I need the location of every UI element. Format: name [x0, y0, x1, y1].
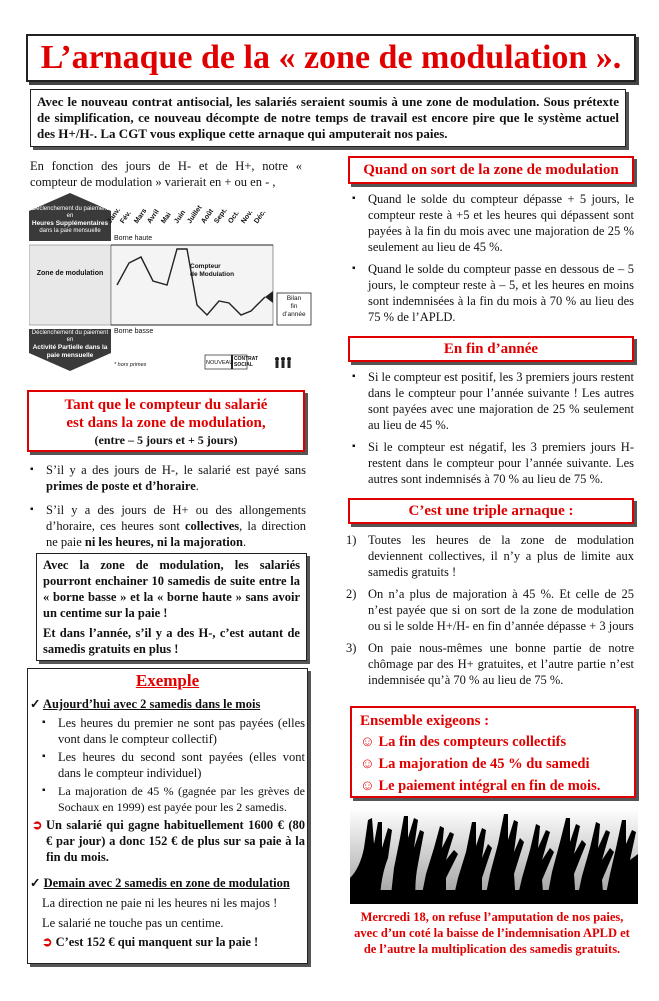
- month-label: Mai: [159, 211, 173, 225]
- tant-list: [24, 462, 306, 558]
- exemple-line-1: La direction ne paie ni les heures ni les majos !: [42, 896, 278, 910]
- ensemble-box: [350, 706, 636, 798]
- month-label: Fév.: [119, 209, 134, 225]
- list-item: ▪ Quand le solde du compteur dépasse + 5 jours, le compteur reste à +5 et les heures qui dépassent sont payées à la fin du mois avec une majoration de 25 % seulement au lieu de 45 %.: [346, 191, 634, 255]
- triple-list: [346, 532, 634, 694]
- tant-que-box: [27, 390, 305, 452]
- exemple-box: [27, 668, 308, 964]
- zone-band: [111, 245, 273, 325]
- compteur-label: [190, 263, 234, 279]
- borne-haute-label: Borne haute: [114, 235, 153, 242]
- list-item: ▪ Quand le solde du compteur passe en dessous de – 5 jours, le compteur reste à – 5, et les heures en moins sont indemnisées à la fin du mois à 70 % au lieu des 75 % de l’APLD.: [346, 261, 634, 325]
- samedis-p1: Avec la zone de modulation, les salariés pourront enchainer 10 samedis de suite entre la « borne basse » et la « borne haute » sans avoir un centime sur la paie !: [43, 558, 300, 620]
- logo-nouveau: NOUVEAU: [206, 360, 234, 366]
- intro-box: Avec le nouveau contrat antisocial, les salariés seraient soumis à une zone de modulation. Sous prétexte de simplification, ce nouveau décompte de notre temps de travail est encore pire que le système actuel des H+/H-. La CGT vous explique cette arnaque qui amputerait nos paies.: [30, 89, 626, 147]
- fin-title: En fin d’année: [348, 336, 634, 362]
- list-item: 3) On paie nous-mêmes une bonne partie de notre chômage par des H+ gratuites, et l’autre partie n’est indemnisée qu’à 70 % au lieu de 75 %.: [346, 641, 634, 687]
- list-item: ▪ S’il y a des jours de H+ ou des allongements d’horaire, ces heures sont collectives, la direction ne paie ni les heures, ni la majoration.: [24, 502, 306, 550]
- list-item: ▪ S’il y a des jours de H-, le salarié est payé sans primes de poste et d’horaire.: [24, 462, 306, 494]
- quand-title: Quand on sort de la zone de modulation: [348, 156, 634, 184]
- smiley-icon: ☺: [360, 734, 375, 750]
- month-labels: [106, 204, 282, 236]
- arrow-icon: ➲: [32, 818, 43, 832]
- bottom-label-1: Déclenchement du paiement en: [31, 330, 109, 343]
- tant-line-1: Tant que le compteur du salarié: [64, 397, 268, 413]
- samedis-p2: Et dans l’année, s’il y a des H-, c’est autant de samedis gratuits en plus !: [43, 626, 300, 656]
- exemple-conclusion-2: ➲ C’est 152 € qui manquent sur la paie !: [42, 935, 259, 949]
- month-label: Nov.: [240, 208, 255, 225]
- top-arrow-label: [29, 206, 111, 235]
- month-label: Janv.: [106, 206, 122, 225]
- exemple-conclusion-1: ➲ Un salarié qui gagne habituellement 1600 € (80 € par jour) a donc 152 € de plus sur sa paie à la fin du mois.: [32, 818, 305, 864]
- page-title: L’arnaque de la « zone de modulation ».: [26, 34, 636, 82]
- list-item: ▪ Si le compteur est négatif, les 3 premiers jours H- restent dans le compteur pour l’année suivante. Les autres sont indemnisés à 70 % au lieu de 75 %.: [346, 439, 634, 487]
- month-label: Juillet: [186, 204, 204, 225]
- top-label-2: Heures Supplémentaires: [31, 220, 109, 227]
- logo-contrat: CONTRAT: [234, 356, 259, 362]
- exemple-h2: ✓ Demain avec 2 samedis en zone de modulation: [30, 876, 290, 890]
- check-icon: ✓: [30, 876, 41, 890]
- month-label: Oct.: [226, 209, 241, 225]
- logo-contrat-social: [234, 356, 259, 368]
- bilan-label: [277, 295, 311, 319]
- zone-label: Zone de modulation: [36, 270, 104, 277]
- month-label: Juin: [173, 209, 188, 225]
- exemple-list: [30, 715, 305, 815]
- triple-title: C’est une triple arnaque :: [348, 498, 634, 524]
- top-label-1: Déclenchement du paiement en: [31, 206, 109, 219]
- bilan-label-2: fin: [290, 303, 298, 310]
- footer-message: Mercredi 18, on refuse l’amputation de nos paies, avec d’un coté la baisse de l’indemnisation APLD et de l’autre la multiplication des samedis gratuits.: [354, 910, 630, 956]
- bottom-arrow-label: [29, 330, 111, 360]
- list-item: ▪ La majoration de 45 % (gagnée par les grèves de Sochaux en 1999) est payée pour les 2 samedis.: [36, 783, 305, 815]
- compteur-label-1: Compteur: [190, 263, 221, 270]
- raised-hands-illustration: [350, 808, 638, 904]
- exemple-h1: ✓ Aujourd’hui avec 2 samedis dans le mois: [30, 697, 261, 711]
- month-label: Sept.: [213, 206, 230, 225]
- bottom-label-2: Activité Partielle dans la paie mensuelle: [32, 344, 108, 359]
- list-item: 1) Toutes les heures de la zone de modulation deviennent collectives, il n’y a plus de limite aux samedis gratuits !: [346, 533, 634, 579]
- bilan-label-1: Bilan: [286, 295, 302, 302]
- smiley-icon: ☺: [360, 778, 375, 794]
- list-item: ▪ Les heures du second sont payées (elles vont dans le compteur individuel): [36, 749, 305, 781]
- exemple-title: Exemple: [135, 671, 200, 690]
- fin-list: [346, 369, 634, 495]
- month-label: Déc.: [253, 208, 268, 225]
- left-intro-text: En fonction des jours de H- et de H+, notre « compteur de modulation » varierait en + ou en - ,: [30, 159, 302, 189]
- bilan-label-3: d’année: [282, 311, 306, 318]
- compteur-label-2: de Modulation: [190, 271, 235, 278]
- list-item: 2) On n’a plus de majoration à 45 %. Et celle de 25 n’est payée que si on sort de la zone de modulation ou si le solde H+/H- en fin d’année dépasse + 3 jours: [346, 587, 634, 633]
- month-label: Mars: [133, 207, 149, 225]
- borne-basse-label: Borne basse: [114, 328, 154, 335]
- list-item: ▪ Si le compteur est positif, les 3 premiers jours restent dans le compteur pour l’année suivante ! Les autres sont payées avec une majoration de 25 % seulement au lieu de 45 %.: [346, 369, 634, 433]
- samedis-box: [36, 553, 307, 661]
- logo-social: SOCIAL: [234, 362, 253, 368]
- quand-list: [346, 191, 634, 333]
- ensemble-item-3: ☺ Le paiement intégral en fin de mois.: [360, 778, 601, 794]
- zone-box: [29, 245, 111, 325]
- month-label: Août: [200, 207, 215, 225]
- tant-line-2: est dans la zone de modulation,: [66, 415, 266, 431]
- ensemble-item-1: ☺ La fin des compteurs collectifs: [360, 734, 567, 750]
- month-label: Avril: [146, 208, 161, 225]
- smiley-icon: ☺: [360, 756, 375, 772]
- people-logo-icon: [275, 357, 291, 368]
- ensemble-title: Ensemble exigeons :: [360, 713, 490, 729]
- hors-primes-note: * hors primes: [114, 362, 147, 368]
- ensemble-item-2: ☺ La majoration de 45 % du samedi: [360, 756, 590, 772]
- check-icon: ✓: [30, 697, 41, 711]
- arrow-icon: ➲: [42, 935, 53, 949]
- list-item: ▪ Les heures du premier ne sont pas payées (elles vont dans le compteur collectif): [36, 715, 305, 747]
- top-label-3: dans la paie mensuelle: [39, 228, 101, 234]
- tant-line-3: (entre – 5 jours et + 5 jours): [94, 433, 238, 447]
- exemple-line-2: Le salarié ne touche pas un centime.: [42, 916, 224, 930]
